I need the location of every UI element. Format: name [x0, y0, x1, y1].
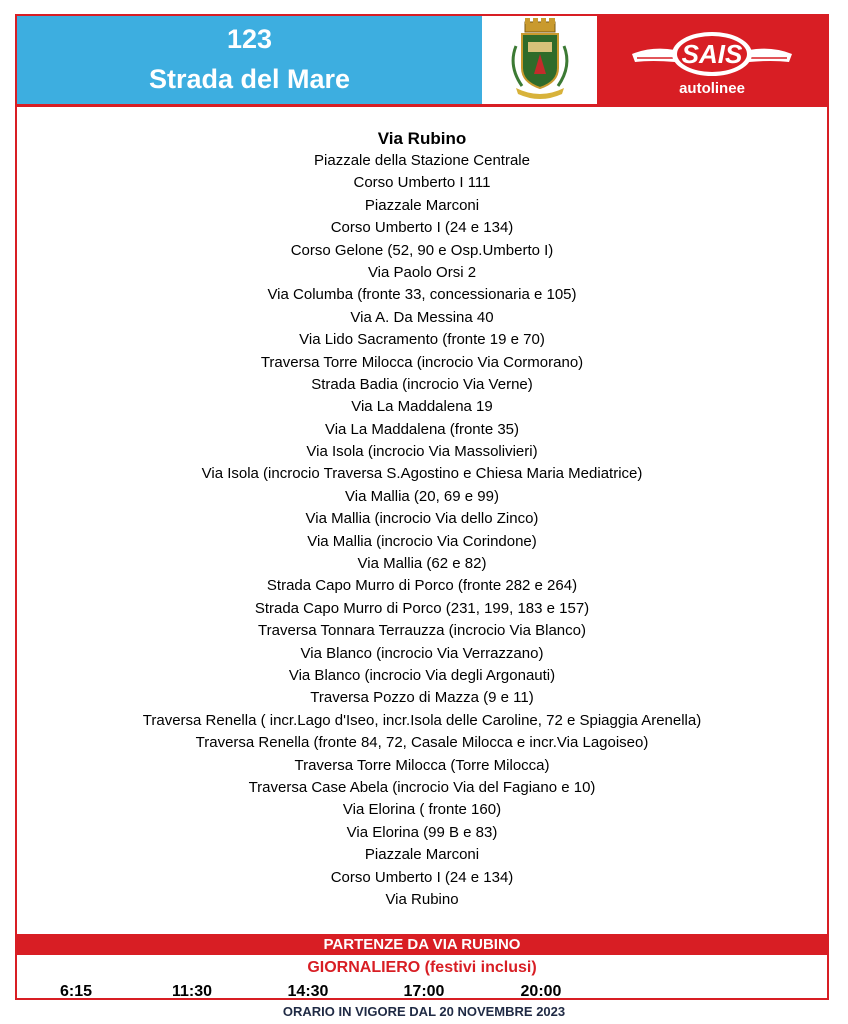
- validity-note: ORARIO IN VIGORE DAL 20 NOVEMBRE 2023: [282, 1004, 566, 1019]
- stop-item: Traversa Tonnara Terrauzza (incrocio Via Blanco): [258, 622, 586, 640]
- stop-item: Via Mallia (62 e 82): [357, 555, 487, 573]
- route-banner: [17, 16, 482, 104]
- stop-item: Corso Umberto I (24 e 134): [330, 219, 514, 237]
- stop-item: Via Isola (incrocio Traversa S.Agostino e Chiesa Maria Mediatrice): [201, 465, 643, 483]
- stop-item: Via Mallia (incrocio Via Corindone): [307, 532, 537, 550]
- stop-item: Via Rubino: [385, 890, 459, 908]
- logo-text: SAIS: [681, 39, 743, 69]
- coat-of-arms-icon: [482, 16, 597, 104]
- stop-item: Traversa Renella ( incr.Lago d'Iseo, incr.Isola delle Caroline, 72 e Spiaggia Arenella): [142, 711, 702, 729]
- departure-times: [0, 981, 848, 1003]
- stop-list-title: Via Rubino: [377, 129, 467, 148]
- departure-time: 14:30: [287, 983, 329, 1000]
- stop-item: Via La Maddalena 19: [351, 398, 493, 416]
- stop-item: Via Elorina (99 B e 83): [346, 823, 498, 841]
- stop-item: Traversa Case Abela (incrocio Via del Fagiano e 10): [248, 778, 596, 796]
- stop-item: Strada Badia (incrocio Via Verne): [311, 375, 533, 393]
- departure-time: 17:00: [403, 983, 445, 1000]
- stop-item: Traversa Torre Milocca (Torre Milocca): [294, 756, 550, 774]
- stop-item: Via Paolo Orsi 2: [367, 263, 477, 281]
- route-number: 123: [226, 24, 273, 54]
- stop-item: Corso Umberto I (24 e 134): [330, 868, 514, 886]
- stop-item: Traversa Pozzo di Mazza (9 e 11): [310, 689, 534, 707]
- stop-item: Piazzale Marconi: [364, 196, 480, 214]
- sais-logo: [597, 16, 827, 104]
- departures-frequency: GIORNALIERO (festivi inclusi): [307, 959, 537, 976]
- stop-item: Corso Umberto I 111: [353, 174, 491, 192]
- operator-logo-panel: [597, 16, 827, 104]
- stop-item: Piazzale della Stazione Centrale: [314, 152, 530, 169]
- stop-item: Via Mallia (20, 69 e 99): [345, 487, 499, 505]
- stop-item: Via Blanco (incrocio Via Verrazzano): [300, 644, 544, 662]
- stop-item: Traversa Torre Milocca (incrocio Via Cormorano): [260, 353, 584, 371]
- stop-item: Strada Capo Murro di Porco (231, 199, 183 e 157): [254, 599, 590, 617]
- departures-title: PARTENZE DA VIA RUBINO: [17, 934, 827, 955]
- departure-time: 11:30: [171, 983, 213, 1000]
- city-coat-of-arms: [482, 16, 597, 104]
- stop-item: Corso Gelone (52, 90 e Osp.Umberto I): [290, 241, 554, 259]
- stop-item: Via La Maddalena (fronte 35): [324, 420, 520, 438]
- stop-item: Via Mallia (incrocio Via dello Zinco): [305, 510, 539, 528]
- stop-item: Via Isola (incrocio Via Massolivieri): [306, 443, 538, 461]
- header: [17, 16, 827, 104]
- stop-item: Via Columba (fronte 33, concessionaria e 105): [267, 286, 577, 304]
- header-divider: [17, 104, 827, 107]
- departure-time: 6:15: [59, 983, 93, 1000]
- stop-list: [17, 128, 827, 911]
- departure-time: 20:00: [520, 983, 562, 1000]
- stop-item: Piazzale Marconi: [364, 846, 480, 864]
- stop-item: Strada Capo Murro di Porco (fronte 282 e 264): [266, 577, 578, 595]
- stop-item: Via Lido Sacramento (fronte 19 e 70): [299, 331, 545, 349]
- logo-subtext: autolinee: [679, 80, 745, 97]
- stop-item: Via A. Da Messina 40: [350, 308, 494, 326]
- stop-item: Traversa Renella (fronte 84, 72, Casale Milocca e incr.Via Lagoiseo): [195, 734, 649, 752]
- stop-item: Via Elorina ( fronte 160): [342, 801, 502, 819]
- route-name: Strada del Mare: [148, 64, 351, 94]
- stop-item: Via Blanco (incrocio Via degli Argonauti): [288, 666, 556, 684]
